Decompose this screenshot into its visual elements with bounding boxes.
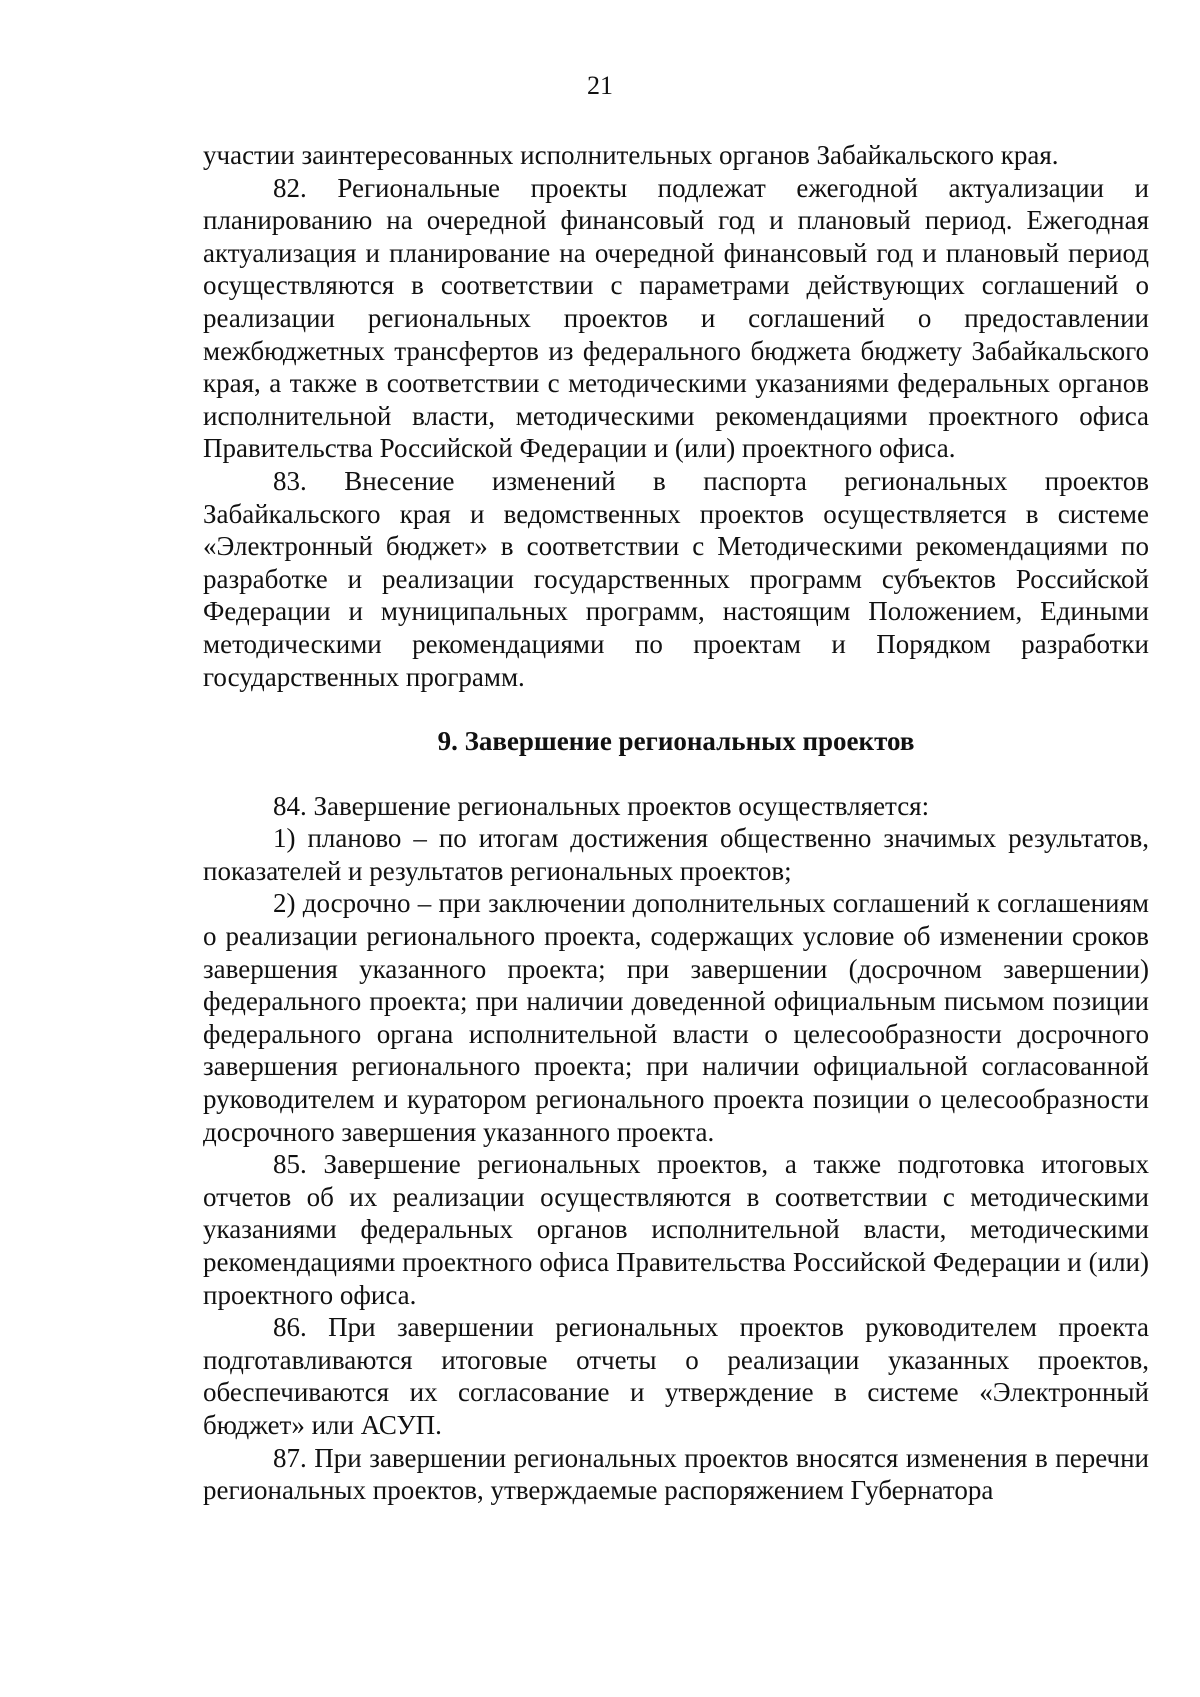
- section-heading: 9. Завершение региональных проектов: [437, 726, 915, 757]
- paragraph-87: 87. При завершении региональных проектов вносятся изменения в перечни региональных проектов, утверждаемые распоряжением Губернатора: [203, 1442, 1149, 1506]
- paragraph-84: 84. Завершение региональных проектов осуществляется:: [273, 790, 930, 821]
- paragraph-83: 83. Внесение изменений в паспорта региональных проектов Забайкальского края и ведомственных проектов осуществляется в системе «Электронный бюджет» в соответствии с Методическими рекомендациями по разработке и реализации государственных программ субъектов Российской Федерации и муниципальных программ, настоящим Положением, Едиными методическими рекомендациями по проектам и Порядком разработки государственных программ.: [203, 465, 1149, 692]
- paragraph-continuation: участии заинтересованных исполнительных органов Забайкальского края.: [203, 140, 1059, 170]
- paragraph-84-item-1: 1) планово – по итогам достижения общественно значимых результатов, показателей и результатов региональных проектов;: [203, 823, 1149, 886]
- paragraph-84-item-2: 2) досрочно – при заключении дополнительных соглашений к соглашениям о реализации регионального проекта, содержащих условие об изменении сроков завершения указанного проекта; при завершении (досрочном завершении) федерального проекта; при наличии доведенной официальным письмом позиции федерального органа исполнительной власти о целесообразности досрочного завершения регионального проекта; при наличии официальной согласованной руководителем и куратором регионального проекта позиции о целесообразности досрочного завершения указанного проекта.: [203, 888, 1149, 1147]
- paragraph-82: 82. Региональные проекты подлежат ежегодной актуализации и планированию на очередной финансовый год и плановый период. Ежегодная актуализация и планирование на очередной финансовый год и плановый период осуществляются в соответствии с параметрами действующих соглашений о реализации региональных проектов и соглашений о предоставлении межбюджетных трансфертов из федерального бюджета бюджету Забайкальского края, а также в соответствии с методическими указаниями федеральных органов исполнительной власти, методическими рекомендациями проектного офиса Правительства Российской Федерации и (или) проектного офиса.: [203, 172, 1149, 464]
- paragraph-85: 85. Завершение региональных проектов, а также подготовка итоговых отчетов об их реализации осуществляются в соответствии с методическими указаниями федеральных органов исполнительной власти, методическими рекомендациями проектного офиса Правительства Российской Федерации и (или) проектного офиса.: [203, 1149, 1149, 1310]
- paragraph-86: 86. При завершении региональных проектов руководителем проекта подготавливаются итоговые отчеты о реализации указанных проектов, обеспечиваются их согласование и утверждение в системе «Электронный бюджет» или АСУП.: [203, 1312, 1149, 1440]
- page-number: 21: [587, 71, 613, 100]
- document-body: [203, 139, 1149, 1507]
